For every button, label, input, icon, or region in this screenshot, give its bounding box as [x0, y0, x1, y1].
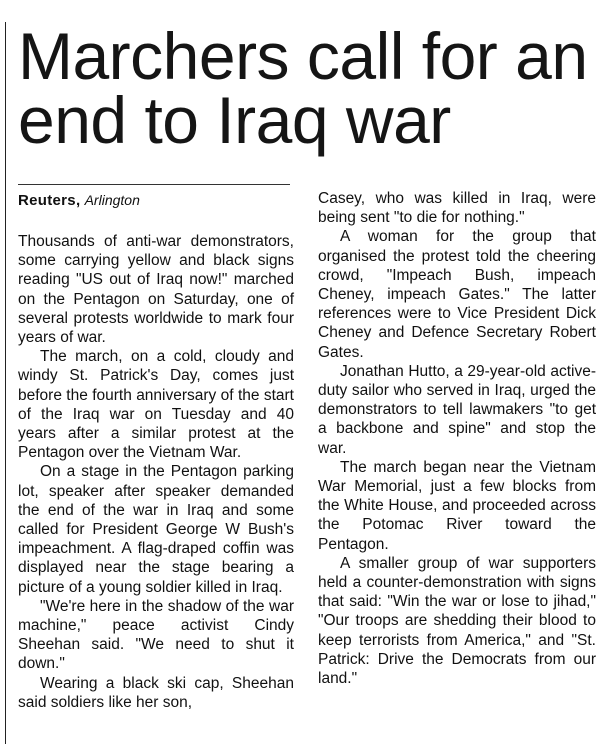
paragraph: The march, on a cold, cloudy and windy St. Patrick's Day, comes just before the fourth anniversary of the start of the Iraq war on Tuesday and 40 years after a similar protest at the Pentagon over the Vietnam War.	[18, 348, 294, 462]
column-rule	[5, 22, 6, 744]
paragraph: Thousands of anti-war demonstrators, some carrying yellow and black signs reading "US out of Iraq now!" marched on the Pentagon on Saturday, one of several protests worldwide to mark four years of war.	[18, 233, 294, 347]
article-column-2	[318, 189, 596, 688]
paragraph: Wearing a black ski cap, Sheehan said soldiers like her son,	[18, 674, 294, 711]
byline	[18, 190, 298, 211]
byline-rule	[18, 184, 290, 185]
paragraph: Casey, who was killed in Iraq, were being sent "to die for nothing."	[318, 190, 596, 227]
paragraph: The march began near the Vietnam War Memorial, just a few blocks from the White House, and proceeded across the Potomac River toward the Pentagon.	[318, 458, 596, 553]
paragraph: On a stage in the Pentagon parking lot, speaker after speaker demanded the end of the war in Iraq and some called for President George W Bush's impeachment. A flag-draped coffin was displayed near the stage bearing a picture of a young soldier killed in Iraq.	[18, 463, 294, 596]
paragraph: Jonathan Hutto, a 29-year-old active-duty sailor who served in Iraq, urged the demonstrators to tell lawmakers "to get a backbone and spine" and stop the war.	[318, 362, 596, 457]
paragraph: A woman for the group that organised the protest told the cheering crowd, "Impeach Bush, impeach Cheney, impeach Gates." The latter references were to Vice President Dick Cheney and Defence Secretary Robert Gates.	[318, 228, 596, 361]
byline-place: Arlington	[84, 192, 140, 208]
headline: Marchers call for an end to Iraq war	[18, 19, 588, 157]
article-column-1	[18, 232, 294, 712]
paragraph: A smaller group of war supporters held a counter-demonstration with signs that said: "Win the war or lose to jihad," "Our troops are shedding their blood to keep terrorists from America," and "St. Patrick: Drive the Democrats from our land."	[318, 554, 596, 688]
paragraph: "We're here in the shadow of the war machine," peace activist Cindy Sheehan said. "We need to shut it down."	[18, 597, 294, 673]
byline-agency: Reuters,	[18, 192, 81, 209]
